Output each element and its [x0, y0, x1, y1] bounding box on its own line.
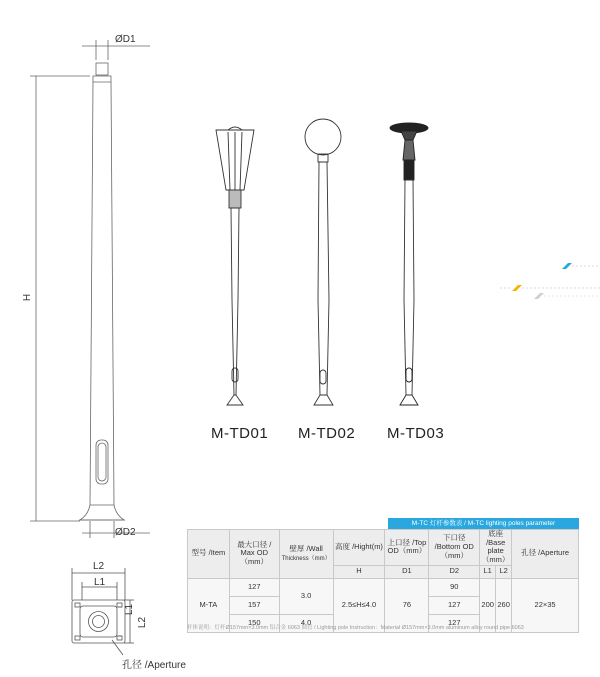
model-label-td01: M-TD01 [211, 425, 269, 442]
h-label: H [22, 293, 34, 302]
hdr-h: H [333, 565, 385, 578]
cell-max-od-2: 157 [229, 596, 279, 614]
cell-item: M-TA [188, 578, 230, 632]
hdr-base-plate: 底座 /Base plate（mm） [480, 530, 512, 566]
base-l1-label: L1 [94, 577, 106, 588]
accent-marks-icon [500, 263, 600, 299]
hdr-wall [279, 530, 333, 579]
plate-l1-label: L1 [124, 603, 136, 616]
hdr-l1: L1 [480, 565, 496, 578]
cell-l2: 260 [496, 578, 512, 632]
hdr-aperture: 孔径 /Aperture [512, 530, 579, 579]
cell-l1: 200 [480, 578, 496, 632]
cell-height: 2.5≤H≤4.0 [333, 578, 385, 632]
hdr-max-od: 最大口径 / Max OD（mm） [229, 530, 279, 579]
hdr-item: 型号 /Item [188, 530, 230, 579]
cell-wall-2: 4.0 [279, 614, 333, 632]
cell-max-od-3: 150 [229, 614, 279, 632]
aperture-label: 孔径 /Aperture [122, 660, 186, 671]
hdr-l2: L2 [496, 565, 512, 578]
lamp-m-td01-icon [216, 127, 254, 405]
table-banner: M-TC 灯杆参数表 / M-TC lighting poles parameter [388, 518, 579, 529]
hdr-wall-sub: Thickness（mm） [281, 555, 331, 562]
hdr-d2: D2 [429, 565, 480, 578]
hdr-height: 高度 /Hight(m) [333, 530, 385, 566]
table-note: 杆体说明：灯杆Ø157mm×3.0mm 铝合金 6063 圆管 / Lighting pole Instruction：Material Ø157mm×3.0mm aluminum alloy round pipe 6063 [187, 625, 524, 631]
lamp-m-td02-icon [305, 119, 341, 405]
base-l2-label: L2 [93, 561, 105, 572]
cell-d2-2: 127 [429, 596, 480, 614]
d1-label: ØD1 [115, 34, 136, 45]
plate-l2-label: L2 [137, 616, 149, 629]
lamp-m-td03-icon [390, 123, 428, 405]
cell-max-od-1: 127 [229, 578, 279, 596]
parameter-table [187, 529, 579, 633]
hdr-wall-text: 壁厚 /Wall [289, 543, 323, 553]
cell-d1: 76 [385, 578, 429, 632]
hdr-bottom-od: 下口径 /Bottom OD（mm） [429, 530, 480, 566]
d2-label: ØD2 [115, 527, 136, 538]
cell-d2-1: 90 [429, 578, 480, 596]
hdr-d1: D1 [385, 565, 429, 578]
cell-d2-3: 127 [429, 614, 480, 632]
hdr-top-od: 上口径 /Top OD（mm） [385, 530, 429, 566]
cell-wall-1: 3.0 [279, 578, 333, 614]
cell-aperture: 22×35 [512, 578, 579, 632]
model-label-td03: M-TD03 [387, 425, 445, 442]
model-label-td02: M-TD02 [298, 425, 356, 442]
